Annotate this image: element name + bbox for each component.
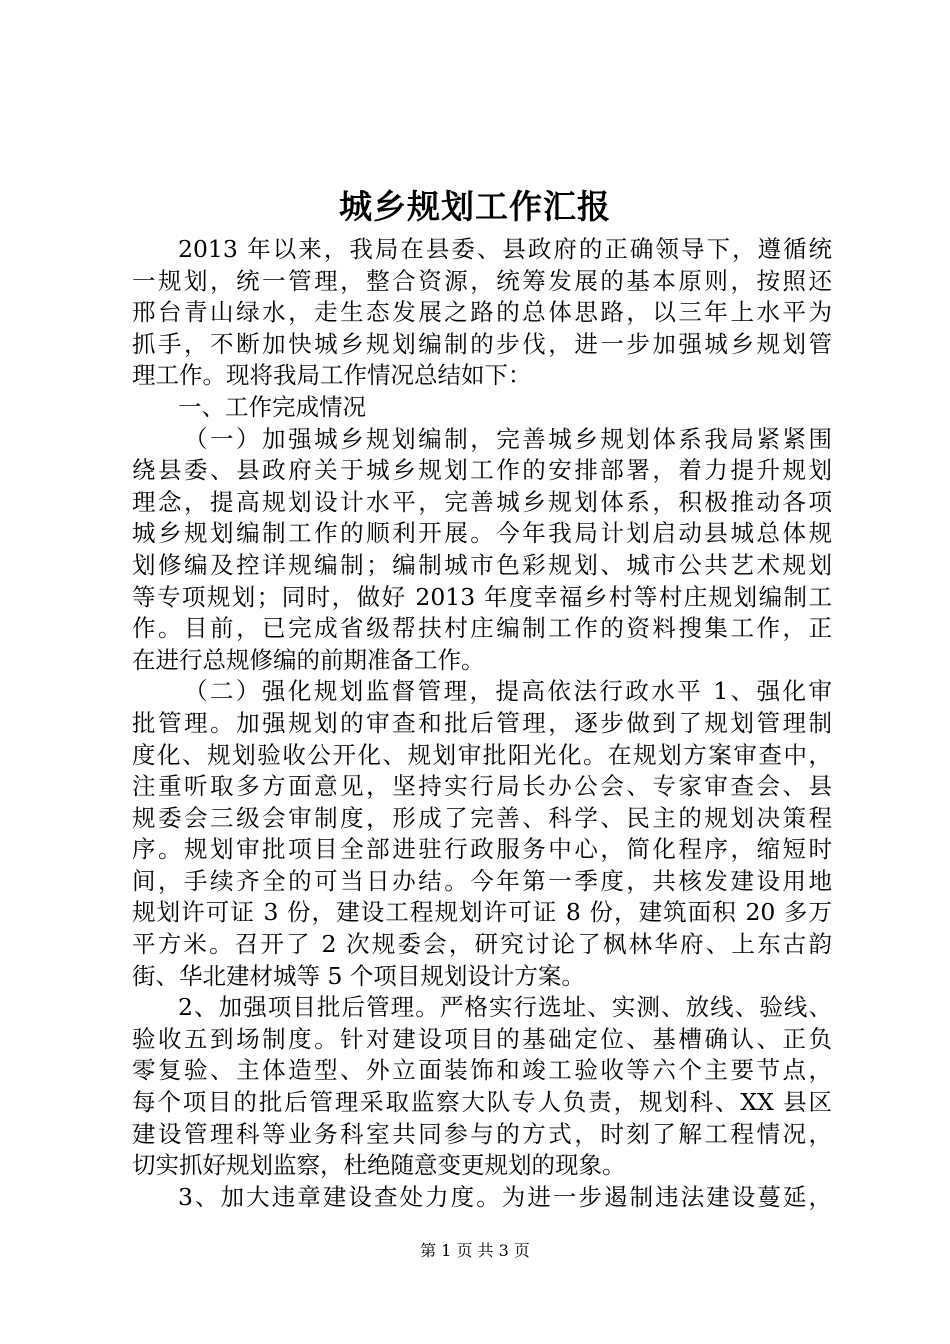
paragraph-line: 规委会三级会审制度，形成了完善、科学、民主的规划决策程 [132, 803, 832, 832]
paragraph-line: 3、加大违章建设查处力度。为进一步遏制违法建设蔓延， [178, 1182, 832, 1211]
paragraph-line: 序。规划审批项目全部进驻行政服务中心，简化程序，缩短时 [132, 835, 832, 864]
page-number: 第 1 页 共 3 页 [420, 1241, 530, 1260]
paragraph-line: 抓手，不断加快城乡规划编制的步伐，进一步加强城乡规划管 [132, 329, 832, 358]
paragraph-line: 理工作。现将我局工作情况总结如下： [132, 361, 532, 390]
paragraph-line: 2、加强项目批后管理。严格实行选址、实测、放线、验线、 [178, 993, 832, 1022]
paragraph-line: 作。目前，已完成省级帮扶村庄编制工作的资料搜集工作，正 [132, 614, 832, 643]
paragraph-line: 绕县委、县政府关于城乡规划工作的安排部署，着力提升规划 [132, 456, 832, 485]
paragraph-line: 在进行总规修编的前期准备工作。 [132, 645, 485, 674]
subsection-heading: （二）强化规划监督管理，提高依法行政水平 1、强化审 [184, 677, 832, 706]
subsection-heading: （一）加强城乡规划编制，完善城乡规划体系我局紧紧围 [184, 424, 832, 453]
paragraph-line: 零复验、主体造型、外立面装饰和竣工验收等六个主要节点， [132, 1056, 832, 1085]
paragraph-line: 间，手续齐全的可当日办结。今年第一季度，共核发建设用地 [132, 866, 832, 895]
document-body [132, 234, 832, 1213]
paragraph-line: 批管理。加强规划的审查和批后管理，逐步做到了规划管理制 [132, 708, 832, 737]
paragraph-line: 城乡规划编制工作的顺利开展。今年我局计划启动县城总体规 [132, 519, 832, 548]
paragraph-line: 注重听取多方面意见，坚持实行局长办公会、专家审查会、县 [132, 772, 832, 801]
paragraph-line: 验收五到场制度。针对建设项目的基础定位、基槽确认、正负 [132, 1024, 832, 1053]
paragraph-line: 理念，提高规划设计水平，完善城乡规划体系，积极推动各项 [132, 487, 832, 516]
section-heading: 一、工作完成情况 [178, 392, 366, 421]
paragraph-line: 建设管理科等业务科室共同参与的方式，时刻了解工程情况， [132, 1119, 832, 1148]
paragraph-line: 划修编及控详规编制；编制城市色彩规划、城市公共艺术规划 [132, 550, 832, 579]
paragraph-line: 度化、规划验收公开化、规划审批阳光化。在规划方案审查中， [132, 740, 832, 769]
paragraph-line: 规划许可证 3 份，建设工程规划许可证 8 份，建筑面积 20 多万 [132, 898, 832, 927]
paragraph-line: 平方米。召开了 2 次规委会，研究讨论了枫林华府、上东古韵 [132, 930, 832, 959]
paragraph-line: 街、华北建材城等 5 个项目规划设计方案。 [132, 961, 585, 990]
paragraph-line: 切实抓好规划监察，杜绝随意变更规划的现象。 [132, 1151, 626, 1180]
paragraph-line: 2013 年以来，我局在县委、县政府的正确领导下，遵循统 [178, 235, 832, 263]
document-title: 城乡规划工作汇报 [339, 187, 611, 226]
paragraph-line: 一规划，统一管理，整合资源，统筹发展的基本原则，按照还 [132, 266, 832, 295]
paragraph-line: 邢台青山绿水，走生态发展之路的总体思路，以三年上水平为 [132, 298, 832, 327]
paragraph-line: 等专项规划；同时，做好 2013 年度幸福乡村等村庄规划编制工 [132, 582, 832, 611]
paragraph-line: 每个项目的批后管理采取监察大队专人负责，规划科、XX 县区 [132, 1088, 832, 1117]
